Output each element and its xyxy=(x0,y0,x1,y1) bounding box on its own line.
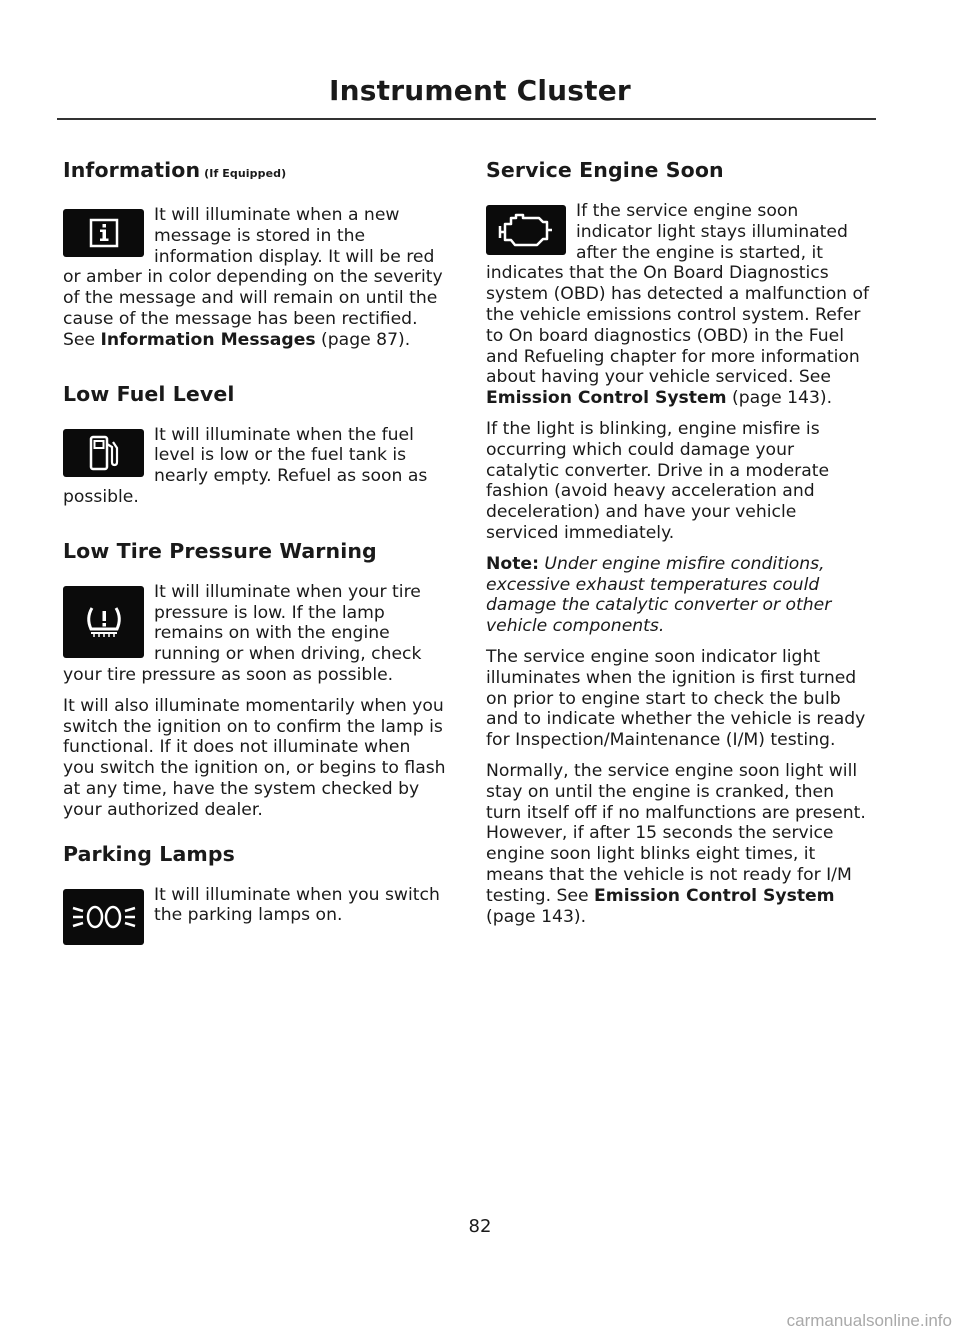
parking-body: It will illuminate when you switch the parking lamps on. xyxy=(154,884,440,926)
xref-link[interactable]: Emission Control System xyxy=(486,388,727,409)
page-title: Instrument Cluster xyxy=(329,74,631,107)
tire-body-2: It will also illuminate momentarily when you switch the ignition on to confirm the lamp is functional. If it does not illuminate when you switch the ignition on, or begins to flash at any time, have the system checked by your authorized dealer. xyxy=(63,695,446,820)
engine-icon xyxy=(486,205,566,255)
section-low-fuel xyxy=(63,379,447,518)
watermark: carmanualsonline.info xyxy=(786,1311,952,1330)
section-heading: Parking Lamps xyxy=(63,841,235,866)
section-parking-lamps xyxy=(63,839,447,949)
information-icon xyxy=(63,209,144,257)
section-heading: Service Engine Soon xyxy=(486,158,724,182)
service-body-2: If the light is blinking, engine misfire is occurring which could damage your catalytic converter. Drive in a moderate fashion (avoid heavy acceleration and deceleration) and have your vehicle serviced immediately. xyxy=(486,418,830,543)
parking-lamps-icon xyxy=(63,889,144,945)
fuel-pump-icon xyxy=(63,429,144,477)
header-divider xyxy=(57,118,876,120)
section-tire-pressure xyxy=(63,536,447,821)
section-heading: Low Tire Pressure Warning xyxy=(63,538,377,563)
left-column xyxy=(63,155,447,967)
service-note: Note: Under engine misfire conditions, excessive exhaust temperatures could damage the catalytic converter or other vehicle components. xyxy=(486,553,832,637)
service-body-3: The service engine soon indicator light illuminates when the ignition is first turned on prior to engine start to check the bulb and to indicate whether the vehicle is ready for Inspection/Maintenance (I/M) testing. xyxy=(486,646,866,751)
service-body-1: If the service engine soon indicator light stays illuminated after the engine is started, it indicates that the On Board Diagnostics system (OBD) has detected a malfunction of the vehicle emissions control system. Refer to On board diagnostics (OBD) in the Fuel and Refueling chapter for more information about having your vehicle serviced. See Emission Control System (page 143). xyxy=(486,201,870,409)
xref-link[interactable]: Emission Control System xyxy=(594,885,835,906)
low-fuel-body: It will illuminate when the fuel level is low or the fuel tank is nearly empty. Refuel as soon as possible. xyxy=(63,424,428,507)
section-heading: Information (If Equipped) xyxy=(63,158,287,182)
section-service-engine xyxy=(486,155,872,927)
tire-pressure-icon xyxy=(63,586,144,658)
information-body: It will illuminate when a new message is stored in the information display. It will be red or amber in color depending on the severity of the message and will remain on until the cause of the message has been rectified. See Information Messages (page 87). xyxy=(63,205,443,350)
qualifier: (If Equipped) xyxy=(204,167,287,180)
tire-body-1: It will illuminate when your tire pressure is low. If the lamp remains on with the engine running or when driving, check your tire pressure as soon as possible. xyxy=(63,581,422,685)
right-column xyxy=(486,155,872,945)
service-body-4: Normally, the service engine soon light will stay on until the engine is cranked, then turn itself off if no malfunctions are present. However, if after 15 seconds the service engine soon light blinks eight times, it means that the vehicle is not ready for I/M testing. See Emission Control System (page 143). xyxy=(486,760,866,927)
section-information xyxy=(63,155,447,361)
section-heading: Low Fuel Level xyxy=(63,381,235,406)
page-number: 82 xyxy=(468,1216,492,1237)
xref-link[interactable]: Information Messages xyxy=(100,329,316,350)
